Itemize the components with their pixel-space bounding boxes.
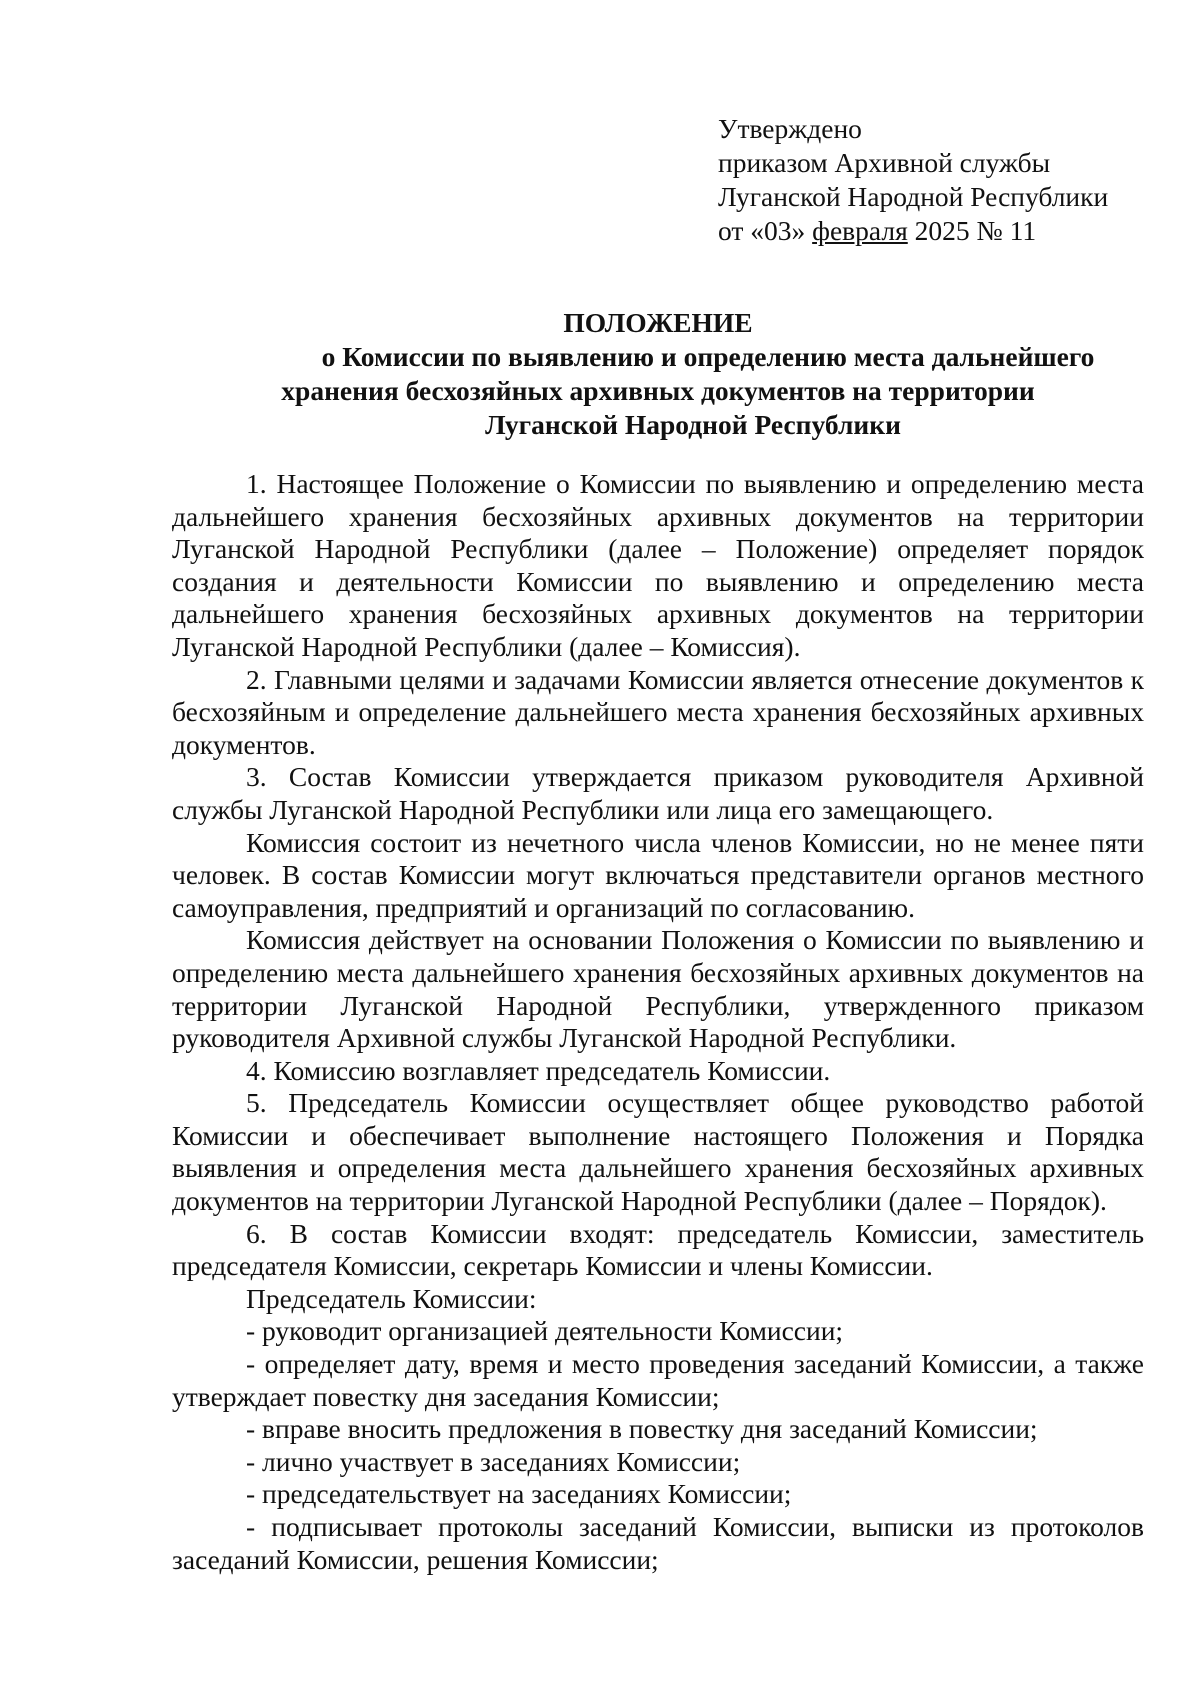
paragraph: 1. Настоящее Положение о Комиссии по выявлению и определению места дальнейшего хранения бесхозяйных архивных документов на территории Луганской Народной Республики (далее – Положение) определяет порядок создания и деятельности Комиссии по выявлению и определению места дальнейшего хранения бесхозяйных архивных документов на территории Луганской Народной Республики (далее – Комиссия). xyxy=(172,468,1144,662)
title-heading: ПОЛОЖЕНИЕ xyxy=(563,307,753,338)
list-item: - лично участвует в заседаниях Комиссии; xyxy=(246,1445,741,1477)
list-item: - определяет дату, время и место проведения заседаний Комиссии, а также утверждает повестку дня заседания Комиссии; xyxy=(172,1348,1144,1412)
list-item: - вправе вносить предложения в повестку дня заседаний Комиссии; xyxy=(246,1413,1038,1445)
approval-date-line xyxy=(718,214,1158,248)
list-item: - руководит организацией деятельности Комиссии; xyxy=(246,1315,844,1347)
document-title xyxy=(172,306,1144,442)
approval-date-suffix: 2025 № 11 xyxy=(907,215,1037,246)
approval-line-1: Утверждено xyxy=(718,113,862,144)
approval-line-3: Луганской Народной Республики xyxy=(718,181,1109,212)
paragraph: 4. Комиссию возглавляет председатель Комиссии. xyxy=(246,1054,831,1086)
list-item: - председательствует на заседаниях Комиссии; xyxy=(246,1478,792,1510)
approval-date-prefix: от «03» xyxy=(718,215,813,246)
paragraph: 2. Главными целями и задачами Комиссии является отнесение документов к бесхозяйным и определение дальнейшего места хранения бесхозяйных архивных документов. xyxy=(172,663,1144,760)
approval-line-2: приказом Архивной службы xyxy=(718,147,1051,178)
paragraph: Комиссия действует на основании Положения о Комиссии по выявлению и определению места дальнейшего хранения бесхозяйных архивных документов на территории Луганской Народной Республики, утвержденного приказом руководителя Архивной службы Луганской Народной Республики. xyxy=(172,924,1144,1054)
document-body xyxy=(172,468,1144,1576)
paragraph: Комиссия состоит из нечетного числа членов Комиссии, но не менее пяти человек. В состав Комиссии могут включаться представители органов местного самоуправления, предприятий и организаций по согласованию. xyxy=(172,826,1144,923)
approval-stamp-block xyxy=(718,112,1158,248)
paragraph: 6. В состав Комиссии входят: председатель Комиссии, заместитель председателя Комиссии, секретарь Комиссии и члены Комиссии. xyxy=(172,1217,1144,1282)
paragraph: 5. Председатель Комиссии осуществляет общее руководство работой Комиссии и обеспечивает выполнение настоящего Положения и Порядка выявления и определения места дальнейшего хранения бесхозяйных архивных документов на территории Луганской Народной Республики (далее – Порядок). xyxy=(172,1087,1144,1217)
paragraph: Председатель Комиссии: xyxy=(246,1282,537,1314)
title-line-1: о Комиссии по выявлению и определению места дальнейшего xyxy=(321,341,1095,372)
paragraph: 3. Состав Комиссии утверждается приказом руководителя Архивной службы Луганской Народной Республики или лица его замещающего. xyxy=(172,761,1144,825)
approval-date-month: февраля xyxy=(812,215,908,246)
title-line-2: хранения бесхозяйных архивных документов на территории xyxy=(281,375,1035,406)
title-line-3: Луганской Народной Республики xyxy=(485,409,901,440)
list-item: - подписывает протоколы заседаний Комиссии, выписки из протоколов заседаний Комиссии, решения Комиссии; xyxy=(172,1511,1144,1575)
